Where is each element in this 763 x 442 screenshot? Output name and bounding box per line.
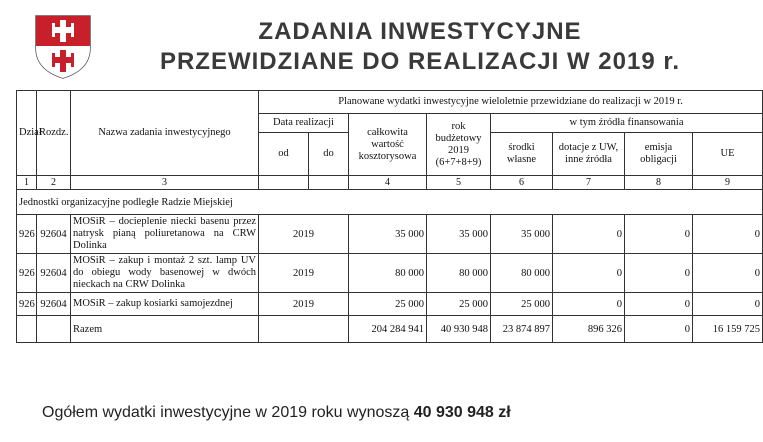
total-dotacje: 896 326 (553, 316, 625, 343)
cell-rozdz: 92604 (37, 254, 71, 293)
cell-nazwa: MOSiR – zakup kosiarki samojezdnej (71, 293, 259, 316)
cell-ue: 0 (693, 254, 763, 293)
cell-nazwa: MOSiR – zakup i montaż 2 szt. lamp UV do obiegu wody basenowej w dwóch nieckach na CRW Dolinka (71, 254, 259, 293)
col-emisja: emisja obligacji (625, 133, 693, 176)
page-title-line2: PRZEWIDZIANE DO REALIZACJI W 2019 r. (159, 48, 681, 75)
index-cell (259, 176, 309, 190)
total-wartosc: 204 284 941 (349, 316, 427, 343)
total-label: Razem (71, 316, 259, 343)
cell-rok: 35 000 (427, 215, 491, 254)
col-do: do (309, 133, 349, 176)
cell-emisja: 0 (625, 254, 693, 293)
cell-data: 2019 (259, 254, 349, 293)
elblag-coat-of-arms-icon (34, 14, 92, 80)
cell-rozdz: 92604 (37, 215, 71, 254)
cell-empty (259, 316, 349, 343)
total-emisja: 0 (625, 316, 693, 343)
page-title-line1: ZADANIA INWESTYCYJNE (258, 18, 582, 45)
cell-dotacje: 0 (553, 215, 625, 254)
summary-amount: 40 930 948 zł (413, 404, 511, 421)
summary-text: Ogółem wydatki inwestycyjne w 2019 roku wynoszą (42, 404, 410, 421)
cell-dzial: 926 (17, 254, 37, 293)
total-rok: 40 930 948 (427, 316, 491, 343)
index-cell: 1 (17, 176, 37, 190)
col-wartosc: całkowita wartość kosztorysowa (349, 114, 427, 176)
index-cell: 8 (625, 176, 693, 190)
summary-line (42, 404, 511, 422)
index-cell: 2 (37, 176, 71, 190)
cell-rok: 80 000 (427, 254, 491, 293)
col-dotacje: dotacje z UW, inne źródła (553, 133, 625, 176)
cell-wartosc: 80 000 (349, 254, 427, 293)
cell-srodki: 35 000 (491, 215, 553, 254)
cell-rozdz: 92604 (37, 293, 71, 316)
table-row (17, 215, 763, 254)
col-ue: UE (693, 133, 763, 176)
cell-dotacje: 0 (553, 254, 625, 293)
index-cell: 9 (693, 176, 763, 190)
table-row (17, 254, 763, 293)
cell-empty (17, 316, 37, 343)
index-cell: 6 (491, 176, 553, 190)
cell-nazwa: MOSiR – docieplenie niecki basenu przez natrysk pianą poliuretanowa na CRW Dolinka (71, 215, 259, 254)
col-rozdz: Rozdz. (37, 91, 71, 176)
col-data-realizacji: Data realizacji (259, 114, 349, 133)
investment-table (16, 90, 763, 343)
total-srodki: 23 874 897 (491, 316, 553, 343)
section-header: Jednostki organizacyjne podległe Radzie Miejskiej (17, 190, 763, 215)
col-planowane: Planowane wydatki inwestycyjne wieloletnie przewidziane do realizacji w 2019 r. (259, 91, 763, 114)
cell-data: 2019 (259, 293, 349, 316)
cell-dzial: 926 (17, 293, 37, 316)
cell-rok: 25 000 (427, 293, 491, 316)
total-row (17, 316, 763, 343)
cell-ue: 0 (693, 215, 763, 254)
index-cell: 3 (71, 176, 259, 190)
index-cell: 5 (427, 176, 491, 190)
cell-data: 2019 (259, 215, 349, 254)
col-srodki: środki własne (491, 133, 553, 176)
col-rok: rok budżetowy 2019 (6+7+8+9) (427, 114, 491, 176)
cell-empty (37, 316, 71, 343)
table-row (17, 293, 763, 316)
col-nazwa: Nazwa zadania inwestycyjnego (71, 91, 259, 176)
cell-emisja: 0 (625, 215, 693, 254)
cell-dzial: 926 (17, 215, 37, 254)
index-cell: 7 (553, 176, 625, 190)
col-dzial: Dział (17, 91, 37, 176)
index-cell: 4 (349, 176, 427, 190)
cell-srodki: 80 000 (491, 254, 553, 293)
index-row (17, 176, 763, 190)
cell-wartosc: 25 000 (349, 293, 427, 316)
cell-srodki: 25 000 (491, 293, 553, 316)
total-ue: 16 159 725 (693, 316, 763, 343)
cell-wartosc: 35 000 (349, 215, 427, 254)
col-zrodla: w tym źródła finansowania (491, 114, 763, 133)
cell-ue: 0 (693, 293, 763, 316)
cell-emisja: 0 (625, 293, 693, 316)
col-od: od (259, 133, 309, 176)
cell-dotacje: 0 (553, 293, 625, 316)
index-cell (309, 176, 349, 190)
